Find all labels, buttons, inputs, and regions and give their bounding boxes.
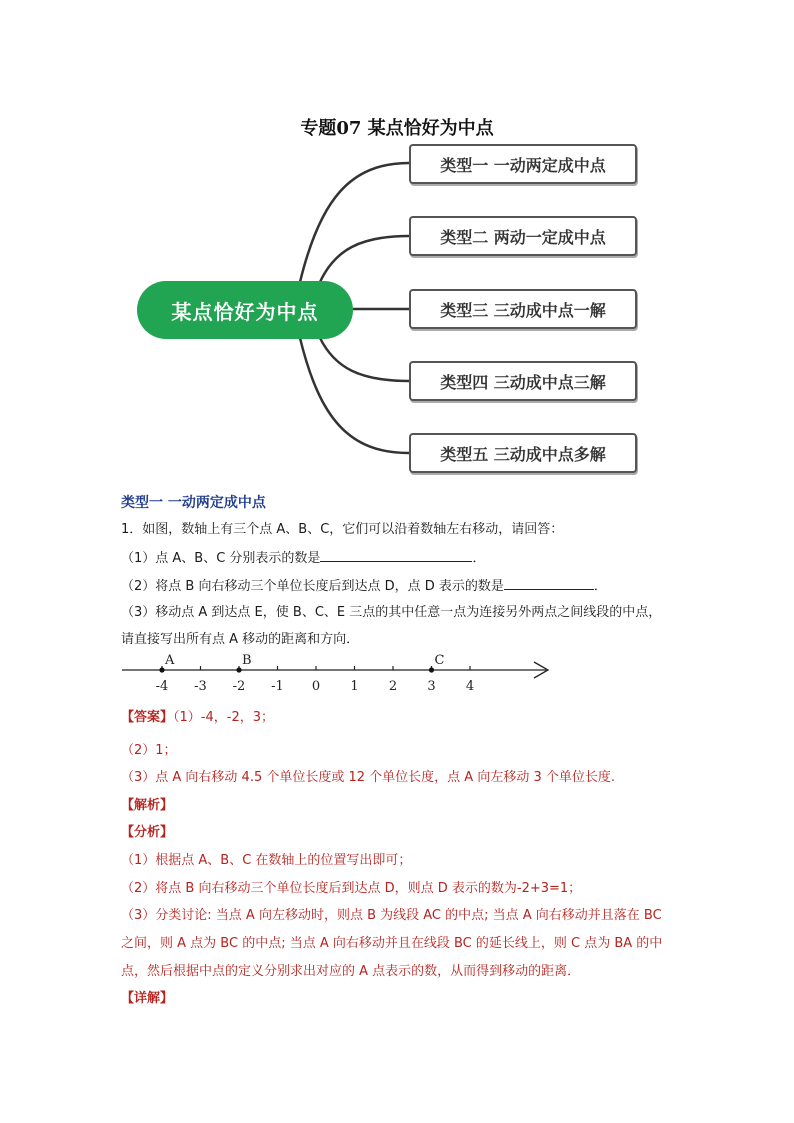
answer-line-1: [121, 708, 274, 728]
part2-text: （2）将点 B 向右移动三个单位长度后到达点 D，点 D 表示的数是: [121, 579, 504, 594]
answer-3: （3）点 A 向右移动 4.5 个单位长度或 12 个单位长度，点 A 向左移动 3 个单位长度.: [121, 770, 616, 785]
question-part3-line1: （3）移动点 A 到达点 E，使 B、C、E 三点的其中任意一点为连接另外两点之间线段的中点，: [121, 605, 662, 620]
number-line-point-c: [429, 667, 434, 672]
number-line-point-label: A: [165, 653, 175, 668]
number-line-tick-label: -1: [271, 679, 284, 694]
number-line-tick-label: 4: [465, 679, 475, 694]
connector-5: [300, 338, 409, 453]
answer-blank-1: [320, 547, 472, 562]
connector-4: [320, 338, 409, 381]
number-line-tick-label: 2: [388, 679, 398, 694]
question-part1: [121, 547, 485, 569]
mindmap-branch-2: 类型二 两动一定成中点: [409, 216, 637, 256]
part1-end: ．: [472, 551, 486, 566]
page-title: 专题07 某点恰好为中点: [300, 118, 494, 139]
number-line-tick-label: 1: [350, 679, 359, 694]
analysis-line-5: 点，然后根据中点的定义分别求出对应的 A 点表示的数，从而得到移动的距离．: [121, 964, 581, 979]
part1-text: （1）点 A、B、C 分别表示的数是: [121, 551, 321, 566]
analysis-line-1: （1）根据点 A、B、C 在数轴上的位置写出即可；: [121, 853, 412, 868]
connector-2: [320, 236, 409, 282]
number-line-tick-label: -3: [194, 679, 207, 694]
mindmap-branch-1: 类型一 一动两定成中点: [409, 144, 637, 184]
question-stem: 1．如图，数轴上有三个点 A、B、C，它们可以沿着数轴左右移动，请回答：: [121, 522, 564, 537]
question-part2: [121, 575, 607, 597]
xiangjie-label: 【详解】: [121, 991, 174, 1006]
answer-1: （1）-4，-2，3；: [173, 710, 274, 725]
mindmap-branch-4: 类型四 三动成中点三解: [409, 361, 637, 401]
number-line-point-b: [236, 667, 241, 672]
number-line-point-label: C: [434, 653, 445, 668]
jiexi-label: 【解析】: [121, 798, 174, 813]
number-line-point-label: B: [242, 653, 252, 668]
question-part3-line2: 请直接写出所有点 A 移动的距离和方向．: [121, 632, 360, 647]
section-title: 类型一 一动两定成中点: [121, 495, 266, 511]
answer-blank-2: [504, 575, 594, 590]
number-line-tick-label: 0: [311, 679, 321, 694]
mindmap-connectors: [0, 0, 794, 480]
number-line-tick-label: -2: [232, 679, 246, 694]
fenxi-label: 【分析】: [121, 825, 174, 840]
answer-2: （2）1；: [121, 743, 177, 758]
analysis-line-2: （2）将点 B 向右移动三个单位长度后到达点 D，则点 D 表示的数为-2+3=1；: [121, 881, 582, 896]
number-line: [118, 652, 558, 694]
mindmap-branch-3: 类型三 三动成中点一解: [409, 289, 637, 329]
part2-end: ．: [593, 579, 607, 594]
connector-1: [300, 163, 409, 282]
analysis-line-3: （3）分类讨论: 当点 A 向左移动时，则点 B 为线段 AC 的中点; 当点 A 向右移动并且落在 BC: [121, 908, 662, 923]
number-line-tick-label: 3: [427, 679, 436, 694]
analysis-line-4: 之间，则 A 点为 BC 的中点; 当点 A 向右移动并且在线段 BC 的延长线上，则 C 点为 BA 的中: [121, 936, 663, 951]
answer-label: 【答案】: [121, 710, 174, 725]
mindmap-branch-5: 类型五 三动成中点多解: [409, 433, 637, 473]
number-line-tick-label: -4: [155, 679, 169, 694]
mindmap-center-node: 某点恰好为中点: [137, 281, 353, 339]
number-line-point-a: [159, 667, 164, 672]
